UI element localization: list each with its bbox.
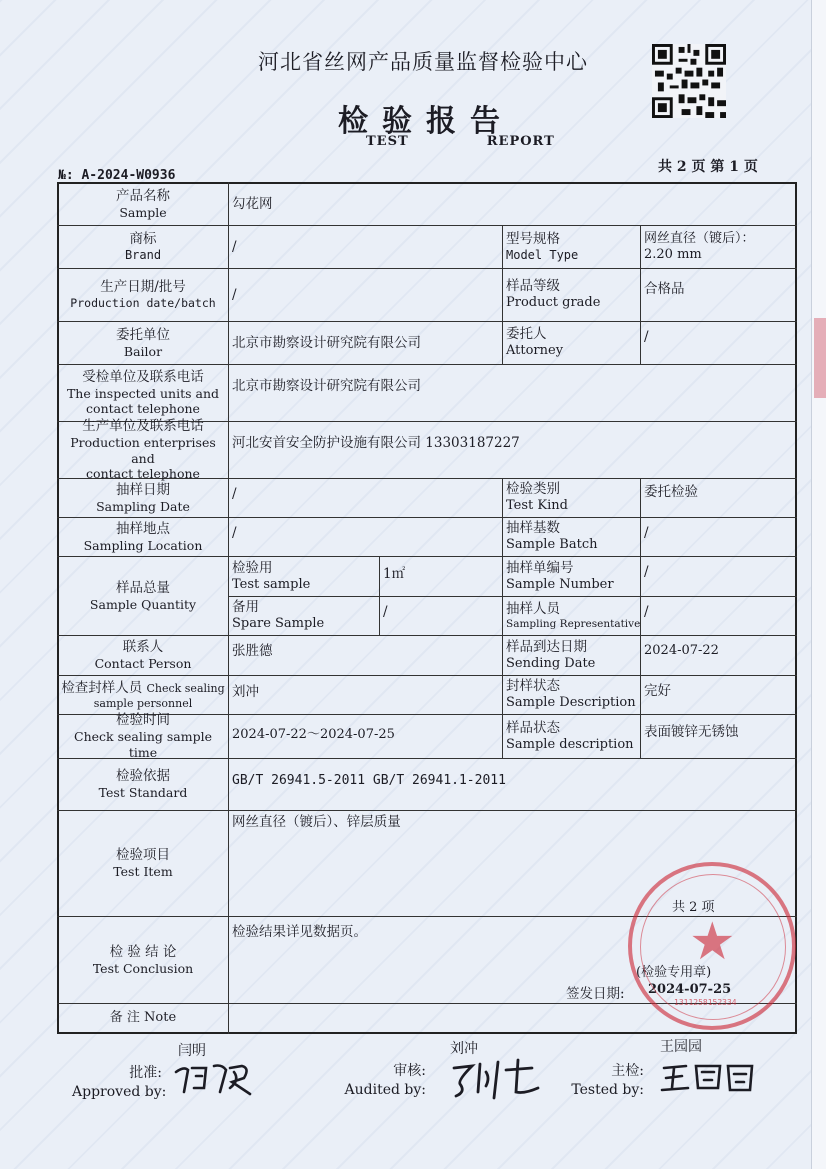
test-standard-value: GB/T 26941.5-2011 GB/T 26941.1-2011 <box>232 772 506 788</box>
approver-signature <box>170 1058 262 1100</box>
seal-caption: (检验专用章) <box>636 965 712 980</box>
sealing-personnel-label: 检查封样人员 Check sealing sample personnel <box>61 679 225 710</box>
production-enterprise-value: 河北安首安全防护设施有限公司 13303187227 <box>232 434 520 451</box>
tested-name: 王园园 <box>660 1039 702 1055</box>
inspection-seal <box>628 862 796 1030</box>
attorney-label: 委托人 Attorney <box>506 326 564 359</box>
brand-label: 商标 Brand <box>124 231 162 262</box>
production-date-label: 生产日期/批号 Production date/batch <box>70 279 216 311</box>
check-time-label: 检验时间 Check sealing sample time <box>74 712 212 760</box>
issue-date-label: 签发日期: <box>566 986 625 1002</box>
tested-label: 主检: Tested by: <box>571 1063 644 1098</box>
sample-batch-label: 抽样基数 Sample Batch <box>506 520 598 553</box>
sample-batch-value: / <box>644 524 649 541</box>
sample-quantity-label: 样品总量 Sample Quantity <box>89 579 197 612</box>
product-grade-value: 合格品 <box>644 280 685 297</box>
test-kind-value: 委托检验 <box>644 483 698 500</box>
bailor-value: 北京市勘察设计研究院有限公司 <box>232 334 421 351</box>
test-item-label: 检验项目 Test Item <box>113 847 173 880</box>
auditor-signature <box>446 1058 556 1102</box>
test-sample-value: 1㎡ <box>383 565 406 582</box>
report-number: №: A-2024-W0936 <box>58 168 176 183</box>
test-item-value: 网丝直径（镀后）、锌层质量 <box>232 814 401 830</box>
inspected-units-value: 北京市勘察设计研究院有限公司 <box>232 377 421 394</box>
sample-number-label: 抽样单编号 Sample Number <box>506 559 614 592</box>
sample-value: 勾花网 <box>232 195 273 212</box>
contact-person-value: 张胜德 <box>232 642 273 659</box>
sample-description-value: 表面镀锌无锈蚀 <box>644 723 739 740</box>
spare-sample-value: / <box>383 603 388 620</box>
org-name: 河北省丝网产品质量监督检验中心 <box>258 50 588 74</box>
test-conclusion-value: 检验结果详见数据页。 <box>232 924 367 940</box>
report-title-en: TEST REPORT <box>366 134 555 149</box>
tester-signature <box>660 1058 764 1098</box>
sending-date-label: 样品到达日期 Sending Date <box>506 638 596 671</box>
check-time-value: 2024-07-22～2024-07-25 <box>232 726 395 742</box>
test-standard-label: 检验依据 Test Standard <box>98 768 188 801</box>
page-edge <box>811 0 826 1169</box>
audited-label: 审核: Audited by: <box>344 1063 426 1098</box>
production-enterprise-label: 生产单位及联系电话 Production enterprises and contact telephone <box>70 418 216 482</box>
test-conclusion-label: 检 验 结 论 Test Conclusion <box>92 943 194 976</box>
attorney-value: / <box>644 328 649 345</box>
sampling-representative-label: 抽样人员 Sampling Representative <box>506 601 641 630</box>
model-type-value: 网丝直径（镀后）： 2.20 mm <box>644 230 755 262</box>
star-icon: ★ <box>689 912 736 972</box>
sampling-location-value: / <box>232 524 237 541</box>
issue-date-value: 2024-07-25 <box>648 982 732 997</box>
sample-number-value: / <box>644 563 649 580</box>
seal-status-value: 完好 <box>644 682 671 699</box>
sample-label: 产品名称 Sample <box>116 187 170 220</box>
sampling-date-label: 抽样日期 Sampling Date <box>96 481 190 514</box>
approved-label: 批准: Approved by: <box>72 1065 167 1100</box>
test-kind-label: 检验类别 Test Kind <box>506 481 568 514</box>
qr-code-icon <box>652 44 726 118</box>
brand-value: / <box>232 238 237 255</box>
test-sample-label: 检验用 Test sample <box>232 559 311 592</box>
sampling-location-label: 抽样地点 Sampling Location <box>83 520 203 553</box>
test-item-count: 共 2 项 <box>672 900 715 915</box>
sampling-date-value: / <box>232 485 237 502</box>
report-title: 检验报告 <box>338 104 514 139</box>
edge-seal-fragment <box>814 318 826 398</box>
production-date-value: / <box>232 286 237 303</box>
contact-person-label: 联系人 Contact Person <box>94 639 192 672</box>
model-type-label: 型号规格 Model Type <box>506 231 579 262</box>
sample-description-label: 样品状态 Sample description <box>506 719 634 752</box>
sealing-personnel-value: 刘冲 <box>232 683 259 700</box>
audited-name: 刘冲 <box>450 1041 478 1057</box>
page-info: 共 2 页 第 1 页 <box>658 159 758 175</box>
bailor-label: 委托单位 Bailor <box>116 326 170 359</box>
sending-date-value: 2024-07-22 <box>644 642 719 658</box>
product-grade-label: 样品等级 Product grade <box>506 278 601 311</box>
seal-number: 1311258152334 <box>674 998 737 1007</box>
spare-sample-label: 备用 Spare Sample <box>232 599 325 632</box>
sampling-representative-value: / <box>644 603 649 620</box>
note-label: 备 注 Note <box>109 1010 177 1026</box>
approved-name: 闫明 <box>178 1043 206 1059</box>
seal-status-label: 封样状态 Sample Description <box>506 678 636 711</box>
inspected-units-label: 受检单位及联系电话 The inspected units and contact telephone <box>66 368 220 417</box>
